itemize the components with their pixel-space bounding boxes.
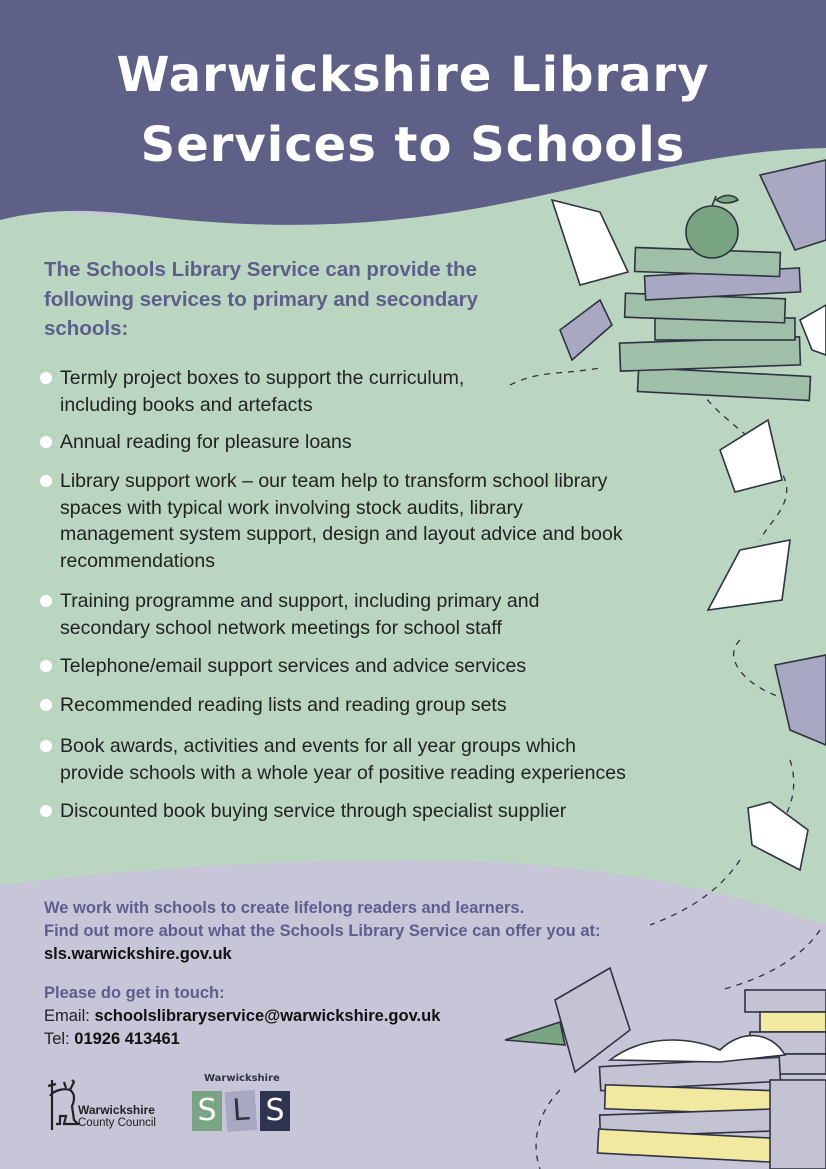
warwickshire-county-council-logo (44, 1076, 184, 1132)
service-text: Termly project boxes to support the curriculum, (60, 367, 465, 389)
service-text: Book awards, activities and events for all year groups which (60, 735, 576, 757)
service-text: including books and artefacts (60, 393, 313, 416)
bullet-dot (40, 699, 52, 711)
council-name-line1: Warwickshire (78, 1103, 155, 1117)
sls-logo-top-text: Warwickshire (204, 1073, 280, 1084)
service-text: Library support work – our team help to transform school library (60, 470, 608, 492)
service-text: spaces with typical work involving stock audits, library (60, 496, 523, 519)
service-text: Discounted book buying service through specialist supplier (60, 800, 567, 822)
page-title-line-1: Warwickshire Library (116, 47, 710, 103)
bullet-dot (40, 660, 52, 672)
website-link[interactable]: sls.warwickshire.gov.uk (44, 945, 232, 963)
get-in-touch-heading: Please do get in touch: (44, 984, 225, 1002)
intro-line: following services to primary and secondary (44, 287, 479, 311)
service-text: management system support, design and layout advice and book (60, 523, 623, 545)
service-text: Annual reading for pleasure loans (60, 431, 352, 453)
intro-line: schools: (44, 317, 129, 340)
tel-label: Tel: (44, 1030, 75, 1048)
intro-heading (44, 255, 564, 344)
sls-letter-s: S (192, 1091, 222, 1131)
service-text: Training programme and support, including primary and (60, 590, 540, 612)
bullet-dot (40, 595, 52, 607)
tagline-line: We work with schools to create lifelong readers and learners. (44, 899, 525, 917)
contact-details (44, 982, 440, 1051)
bullet-dot (40, 436, 52, 448)
service-text: provide schools with a whole year of positive reading experiences (60, 761, 626, 784)
sls-letter-s: S (260, 1091, 290, 1131)
service-text: Recommended reading lists and reading group sets (60, 694, 507, 716)
council-name-line2: County Council (78, 1117, 156, 1129)
bullet-dot (40, 475, 52, 487)
bullet-dot (40, 805, 52, 817)
page-title-line-2: Services to Schools (140, 117, 686, 173)
tel-row (44, 1028, 440, 1051)
bullet-dot (40, 740, 52, 752)
sls-logo (190, 1073, 300, 1135)
email-label: Email: (44, 1007, 95, 1025)
intro-line: The Schools Library Service can provide the (44, 258, 477, 281)
email-link[interactable]: schoolslibraryservice@warwickshire.gov.uk (94, 1007, 441, 1025)
tel-number: 01926 413461 (74, 1030, 180, 1048)
tagline-line: Find out more about what the Schools Library Service can offer you at: (44, 922, 601, 940)
email-row (44, 1005, 440, 1028)
service-text: Telephone/email support services and advice services (60, 655, 527, 677)
contact-tagline (44, 897, 601, 966)
sls-letter-l: L (225, 1090, 258, 1132)
bullet-dot (40, 372, 52, 384)
service-text: secondary school network meetings for school staff (60, 616, 502, 639)
service-text: recommendations (60, 549, 215, 572)
